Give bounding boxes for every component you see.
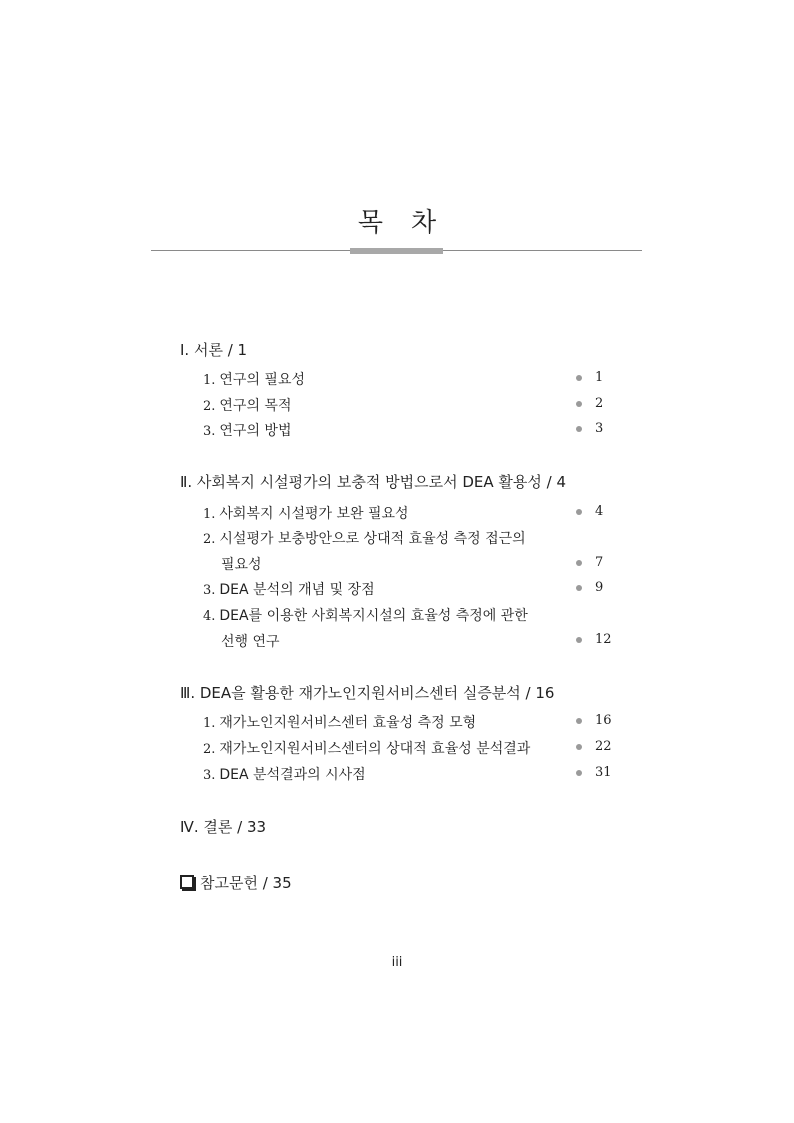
entry-text-continued[interactable]: 선행 연구 <box>221 634 280 650</box>
title-char-2: 차 <box>411 208 437 238</box>
leader-dot <box>576 560 582 566</box>
toc-entry[interactable] <box>203 528 526 548</box>
toc-entry[interactable] <box>203 764 366 784</box>
leader-dot <box>576 637 582 643</box>
entry-text: 재가노인지원서비스센터의 상대적 효율성 분석결과 <box>219 741 531 757</box>
leader-dot <box>576 770 582 776</box>
entry-number: 3. <box>203 768 216 783</box>
entry-number: 1. <box>203 716 216 731</box>
entry-text: 연구의 목적 <box>219 398 292 414</box>
references-heading[interactable] <box>180 872 292 893</box>
entry-page: 12 <box>595 632 612 647</box>
entry-number: 2. <box>203 532 216 547</box>
entry-text-continued[interactable]: 필요성 <box>221 557 262 573</box>
entry-text: 사회복지 시설평가 보완 필요성 <box>219 506 409 522</box>
checkbox-square-icon <box>180 875 194 889</box>
entry-page: 4 <box>595 504 604 519</box>
entry-number: 3. <box>203 583 216 598</box>
entry-text: 시설평가 보충방안으로 상대적 효율성 측정 접근의 <box>219 531 526 547</box>
entry-number: 1. <box>203 507 216 522</box>
section-heading-1[interactable]: Ⅰ. 서론 / 1 <box>180 341 248 359</box>
toc-entry[interactable] <box>203 605 528 625</box>
leader-dot <box>576 718 582 724</box>
entry-page: 7 <box>595 555 604 570</box>
section-heading-4[interactable]: Ⅳ. 결론 / 33 <box>180 818 267 836</box>
leader-dot <box>576 585 582 591</box>
references-label: 참고문헌 / 35 <box>200 874 292 892</box>
entry-page: 31 <box>595 765 612 780</box>
entry-page: 2 <box>595 396 604 411</box>
entry-number: 1. <box>203 373 216 388</box>
leader-dot <box>576 509 582 515</box>
entry-number: 3. <box>203 424 216 439</box>
toc-entry[interactable] <box>203 395 291 415</box>
toc-entry[interactable] <box>203 712 476 732</box>
entry-page: 22 <box>595 739 612 754</box>
page-title <box>0 202 794 239</box>
entry-text: DEA 분석결과의 시사점 <box>219 767 366 783</box>
entry-page: 1 <box>595 370 604 385</box>
section-heading-2[interactable]: Ⅱ. 사회복지 시설평가의 보충적 방법으로서 DEA 활용성 / 4 <box>180 473 566 491</box>
entry-page: 9 <box>595 580 604 595</box>
leader-dot <box>576 401 582 407</box>
entry-text: 연구의 필요성 <box>219 372 306 388</box>
entry-text: DEA 분석의 개념 및 장점 <box>219 582 375 598</box>
toc-entry[interactable] <box>203 579 375 599</box>
entry-page: 16 <box>595 713 612 728</box>
toc-entry[interactable] <box>203 369 305 389</box>
entry-page: 3 <box>595 421 604 436</box>
page-number: iii <box>391 955 403 970</box>
leader-dot <box>576 375 582 381</box>
section-heading-3[interactable]: Ⅲ. DEA을 활용한 재가노인지원서비스센터 실증분석 / 16 <box>180 684 555 702</box>
leader-dot <box>576 744 582 750</box>
toc-entry[interactable] <box>203 420 291 440</box>
toc-entry[interactable] <box>203 503 409 523</box>
entry-number: 2. <box>203 399 216 414</box>
entry-text: 연구의 방법 <box>219 423 292 439</box>
toc-entry[interactable] <box>203 738 530 758</box>
entry-number: 2. <box>203 742 216 757</box>
entry-text: 재가노인지원서비스센터 효율성 측정 모형 <box>219 715 477 731</box>
title-rule-accent <box>350 248 443 254</box>
leader-dot <box>576 426 582 432</box>
entry-text: DEA를 이용한 사회복지시설의 효율성 측정에 관한 <box>219 608 528 624</box>
title-char-1: 목 <box>357 208 383 238</box>
entry-number: 4. <box>203 609 216 624</box>
